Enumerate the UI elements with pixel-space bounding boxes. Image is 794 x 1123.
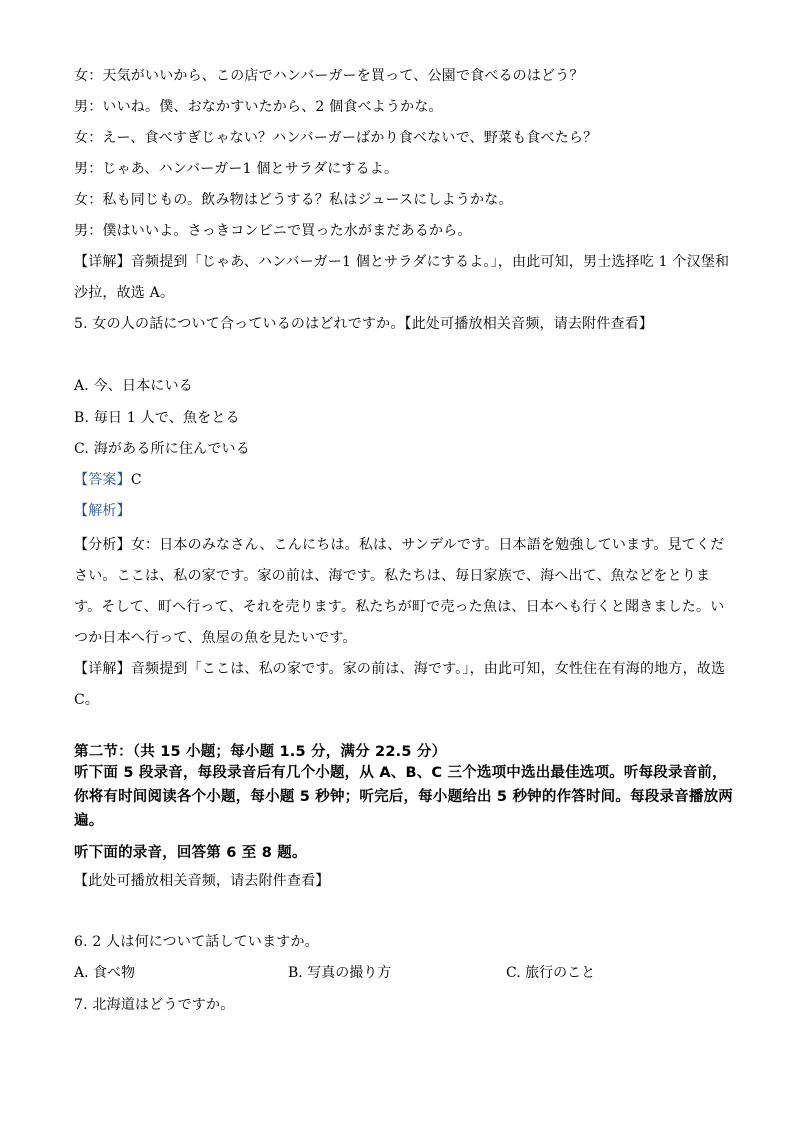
dialogue-line: 男：いいね。僕、おなかすいたから、2 個食べようかな。 bbox=[74, 99, 443, 115]
q5-question: 5. 女の人の話について合っているのはどれですか。【此处可播放相关音频，请去附件查看】 bbox=[74, 316, 654, 332]
detail-text: 音频提到「じゃあ、ハンバーガー1 個とサラダにするよ。」，由此可知，男士选择吃 1 个汉堡和沙拉，故选 A。 bbox=[74, 254, 730, 301]
q7-question: 7. 北海道はどうですか。 bbox=[74, 997, 235, 1013]
answer-value: C bbox=[130, 472, 142, 488]
q6-option-b: B. 写真の撮り方 bbox=[288, 965, 392, 981]
q5-answer bbox=[74, 470, 734, 490]
section2-sub-instruction: 听下面的录音，回答第 6 至 8 题。 bbox=[74, 845, 307, 861]
q6-option-c: C. 旅行のこと bbox=[506, 965, 596, 981]
dialogue-line: 女：えー、食べすぎじゃない？ハンバーガーばかり食べないで、野菜も食べたら？ bbox=[74, 130, 598, 146]
detail-tag: 【详解】 bbox=[74, 254, 131, 270]
detail-text: 音频提到「ここは、私の家です。家の前は、海です。」，由此可知，女性住在有海的地方，故选 C。 bbox=[74, 661, 726, 708]
section2-heading: 第二节：（共 15 小题；每小题 1.5 分，满分 22.5 分） bbox=[74, 744, 447, 760]
section2-instructions: 听下面 5 段录音，每段录音后有几个小题，从 A、B、C 三个选项中选出最佳选项。听每段录音前，你将有时间阅读各个小题，每小题 5 秒钟；听完后，每小题给出 5 秒钟的作答时间。每段录音播放两遍。 bbox=[74, 765, 733, 829]
dialogue-line: 女：私も同じもの。飲み物はどうする？私はジュースにしようかな。 bbox=[74, 192, 513, 208]
dialogue-line: 男：じゃあ、ハンバーガー1 個とサラダにするよ。 bbox=[74, 161, 399, 177]
dialogue-line: 男：僕はいいよ。さっきコンビニで買った水がまだあるから。 bbox=[74, 223, 472, 239]
q4-detail bbox=[74, 247, 734, 309]
answer-tag: 【答案】 bbox=[74, 472, 131, 488]
dialogue-line: 女：天気がいいから、この店でハンバーガーを買って、公園で食べるのはどう？ bbox=[74, 68, 584, 84]
q5-analysis-tag: 【解析】 bbox=[74, 503, 131, 519]
q5-detail bbox=[74, 654, 734, 716]
detail-tag: 【详解】 bbox=[74, 661, 131, 677]
q5-option-c: C. 海がある所に住んでいる bbox=[74, 441, 250, 457]
q6-question: 6. 2 人は何について話していますか。 bbox=[74, 934, 319, 950]
q6-option-a: A. 食べ物 bbox=[74, 965, 136, 981]
analysis-label: 【分析】 bbox=[74, 537, 131, 553]
analysis-text: 女：日本のみなさん、こんにちは。私は、サンデルです。日本語を勉強しています。見てください。ここは、私の家です。家の前は、海です。私たちは、毎日家族で、海へ出て、魚などをとります。そして、町へ行って、それを売ります。私たちが町で売った魚は、日本へも行くと聞きました。いつか日本へ行って、魚屋の魚を見たいです。 bbox=[74, 537, 725, 646]
q5-analysis bbox=[74, 530, 734, 654]
section2-audio-note: 【此处可播放相关音频，请去附件查看】 bbox=[74, 873, 330, 889]
q5-option-b: B. 毎日 1 人で、魚をとる bbox=[74, 410, 240, 426]
q5-option-a: A. 今、日本にいる bbox=[74, 378, 194, 394]
